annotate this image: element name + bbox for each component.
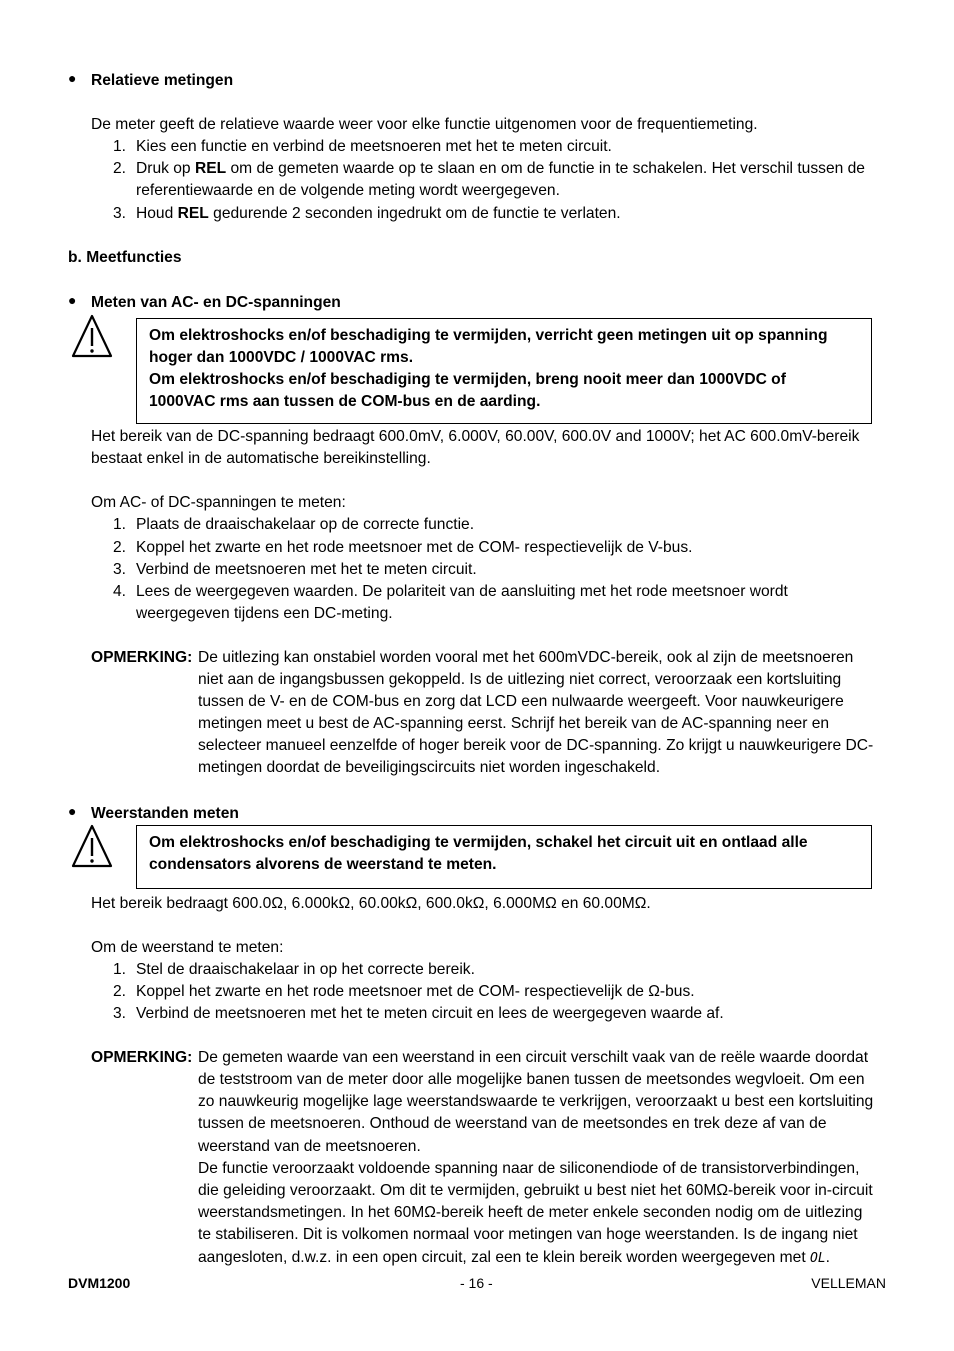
list-item: Koppel het zwarte en het rode meetsnoer met de COM- respectievelijk de Ω-bus. bbox=[136, 983, 695, 1000]
list-number: 2. bbox=[113, 160, 127, 177]
warning-triangle-icon bbox=[70, 313, 114, 359]
key-label: REL bbox=[194, 160, 227, 177]
warning-triangle-icon bbox=[70, 823, 114, 869]
note-text: die geleiding veroorzaakt. Om dit te vermijden, gebruikt u best niet het 60MΩ-bereik voor in-circuit bbox=[198, 1182, 873, 1199]
warning-text: Om elektroshocks en/of beschadiging te vermijden, breng nooit meer dan 1000VDC of bbox=[149, 371, 786, 388]
bullet: ● bbox=[68, 292, 77, 308]
note-text bbox=[198, 1247, 830, 1270]
list-number: 1. bbox=[113, 516, 127, 533]
list-item-continued: referentiewaarde en de volgende meting wordt weergegeven. bbox=[136, 182, 560, 199]
list-number: 3. bbox=[113, 1005, 127, 1022]
note-text: de teststroom van de meter door alle mogelijke banen tussen de meetsondes wegvloeit. Om een bbox=[198, 1071, 865, 1088]
list-item: Koppel het zwarte en het rode meetsnoer met de COM- respectievelijk de V-bus. bbox=[136, 539, 693, 556]
note-text: De gemeten waarde van een weerstand in een circuit verschilt vaak van de reële waarde doordat bbox=[198, 1049, 869, 1066]
key-label: REL bbox=[177, 205, 209, 222]
list-number: 4. bbox=[113, 583, 127, 600]
paragraph: Om de weerstand te meten: bbox=[91, 939, 284, 956]
note-text: tussen de meetsnoeren. Onthoud de weerstand van de meetsondes en trek deze af van de bbox=[198, 1115, 827, 1132]
list-item bbox=[136, 158, 865, 180]
heading-resistance: Weerstanden meten bbox=[91, 805, 239, 822]
note-text: tussen de V- en de COM-bus en zorg dat LCD een nulwaarde weergeeft. Voor nauwkeurigere bbox=[198, 693, 844, 710]
list-number: 1. bbox=[113, 138, 127, 155]
paragraph: bestaat enkel in de automatische bereikinstelling. bbox=[91, 450, 431, 467]
paragraph: Het bereik van de DC-spanning bedraagt 600.0mV, 6.000V, 60.00V, 600.0V and 1000V; het AC 600.0mV-bereik bbox=[91, 428, 860, 445]
text: Druk op bbox=[136, 160, 195, 177]
footer-model: DVM1200 bbox=[68, 1275, 131, 1291]
list-item-continued: weergegeven tijdens een DC-meting. bbox=[136, 605, 393, 622]
list-item: Stel de draaischakelaar in op het correcte bereik. bbox=[136, 961, 475, 978]
note-text: weerstand van de meetsnoeren. bbox=[198, 1138, 421, 1155]
note-text: te stabiliseren. Dit is volkomen normaal voor metingen van hoge weerstanden. Is de ingang niet bbox=[198, 1226, 858, 1243]
text: Houd bbox=[136, 205, 178, 222]
note-text: niet aan de ingangsbussen gekoppeld. Is de uitlezing niet correct, veroorzaak een kortsluiting bbox=[198, 671, 842, 688]
note-text: zo nauwkeurig mogelijke lage weerstandswaarde te verkrijgen, veroorzaakt u best een kortsluiting bbox=[198, 1093, 874, 1110]
section-heading: b. Meetfuncties bbox=[68, 249, 182, 266]
paragraph: Het bereik bedraagt 600.0Ω, 6.000kΩ, 60.00kΩ, 600.0kΩ, 6.000MΩ en 60.00MΩ. bbox=[91, 895, 651, 912]
footer-page-number: - 16 - bbox=[460, 1275, 493, 1291]
list-number: 1. bbox=[113, 961, 127, 978]
list-number: 2. bbox=[113, 539, 127, 556]
warning-box bbox=[136, 318, 872, 424]
list-item: Verbind de meetsnoeren met het te meten circuit en lees de weergegeven waarde af. bbox=[136, 1005, 724, 1022]
warning-text: Om elektroshocks en/of beschadiging te vermijden, verricht geen metingen uit op spanning bbox=[149, 327, 828, 344]
bullet: ● bbox=[68, 70, 77, 86]
note-text: metingen meet u best de AC-spanning eerst. Schrijf het bereik van de AC-spanning neer en bbox=[198, 715, 830, 732]
warning-box bbox=[136, 825, 872, 889]
heading-relative: Relatieve metingen bbox=[91, 72, 234, 89]
list-item: Kies een functie en verbind de meetsnoeren met het te meten circuit. bbox=[136, 138, 612, 155]
note-text: metingen doordat de beveiligingscircuits niet worden ingeschakeld. bbox=[198, 759, 661, 776]
warning-text: Om elektroshocks en/of beschadiging te vermijden, schakel het circuit uit en ontlaad alle bbox=[149, 834, 808, 851]
warning-text: 1000VAC rms aan tussen de COM-bus en de aarding. bbox=[149, 393, 541, 410]
footer-brand: VELLEMAN bbox=[811, 1275, 886, 1291]
note-label: OPMERKING: bbox=[91, 649, 193, 666]
list-number: 3. bbox=[113, 205, 127, 222]
note-text: selecteer manueel eenzelfde of hoger bereik voor de DC-spanning. Zo krijgt u nauwkeurigere DC- bbox=[198, 737, 874, 754]
list-item: Plaats de draaischakelaar op de correcte functie. bbox=[136, 516, 475, 533]
heading-voltage: Meten van AC- en DC-spanningen bbox=[91, 294, 341, 311]
note-text: De uitlezing kan onstabiel worden vooral met het 600mVDC-bereik, ook al zijn de meetsnoeren bbox=[198, 649, 854, 666]
list-item: Lees de weergegeven waarden. De polariteit van de aansluiting met het rode meetsnoer wordt bbox=[136, 583, 788, 600]
text: . bbox=[825, 1249, 830, 1266]
bullet: ● bbox=[68, 803, 77, 819]
list-item: Verbind de meetsnoeren met het te meten circuit. bbox=[136, 561, 477, 578]
text: om de gemeten waarde op te slaan en om de functie in te schakelen. Het verschil tussen de bbox=[226, 160, 865, 177]
rel-intro: De meter geeft de relatieve waarde weer voor elke functie uitgenomen voor de frequentiemeting. bbox=[91, 116, 758, 133]
paragraph: Om AC- of DC-spanningen te meten: bbox=[91, 494, 346, 511]
note-text: weerstandsmetingen. In het 60MΩ-bereik heeft de meter enkele seconden nodig om de uitlezing bbox=[198, 1204, 863, 1221]
list-item bbox=[136, 203, 621, 225]
text: gedurende 2 seconden ingedrukt om de functie te verlaten. bbox=[208, 205, 621, 222]
warning-text: condensators alvorens de weerstand te meten. bbox=[149, 856, 497, 873]
text: aangesloten, d.w.z. in een open circuit, zal een te klein bereik worden weergegeven met bbox=[198, 1249, 810, 1266]
note-text: De functie veroorzaakt voldoende spanning naar de siliconendiode of de transistorverbindingen, bbox=[198, 1160, 860, 1177]
note-label: OPMERKING: bbox=[91, 1049, 193, 1066]
list-number: 2. bbox=[113, 983, 127, 1000]
list-number: 3. bbox=[113, 561, 127, 578]
ol-display-symbol: OL bbox=[810, 1251, 826, 1266]
warning-text: hoger dan 1000VDC / 1000VAC rms. bbox=[149, 349, 414, 366]
